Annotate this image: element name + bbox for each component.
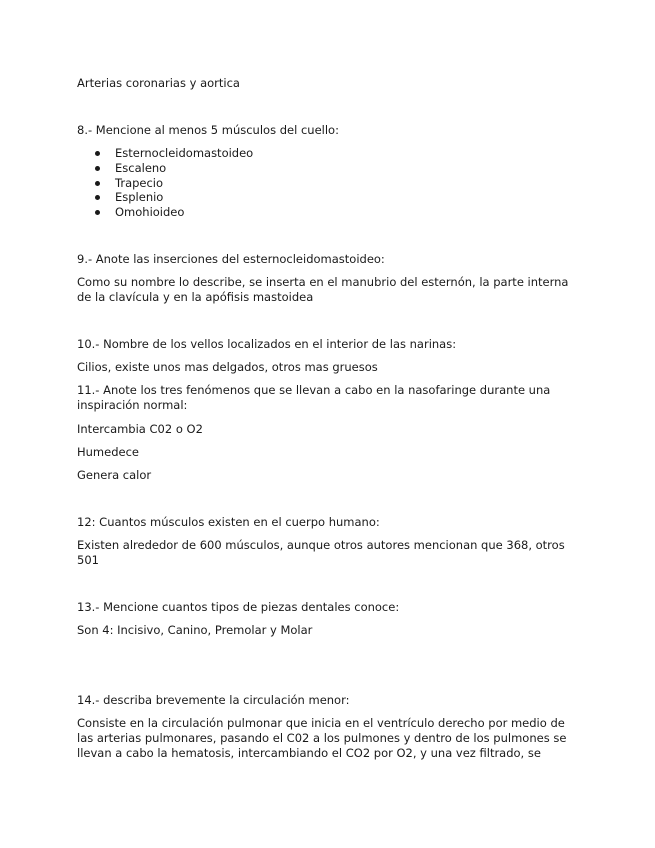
answer-9: Como su nombre lo describe, se inserta en el manubrio del esternón, la parte interna de la clavícula y en la apófisis mastoidea xyxy=(77,275,569,304)
answer-12: Existen alrededor de 600 músculos, aunque otros autores mencionan que 368, otros 501 xyxy=(77,538,565,567)
question-10: 10.- Nombre de los vellos localizados en el interior de las narinas: xyxy=(77,337,457,351)
list-item: Trapecio xyxy=(77,176,253,191)
answer-11-2: Humedece xyxy=(77,445,139,459)
list-item: Esternocleidomastoideo xyxy=(77,146,253,161)
neck-muscles-list xyxy=(77,146,253,220)
question-12: 12: Cuantos músculos existen en el cuerpo humano: xyxy=(77,515,380,529)
answer-10: Cilios, existe unos mas delgados, otros mas gruesos xyxy=(77,360,378,374)
document-title: Arterias coronarias y aortica xyxy=(77,76,240,90)
question-13: 13.- Mencione cuantos tipos de piezas dentales conoce: xyxy=(77,600,400,614)
answer-11-1: Intercambia C02 o O2 xyxy=(77,422,203,436)
question-14: 14.- describa brevemente la circulación menor: xyxy=(77,693,350,707)
answer-11-3: Genera calor xyxy=(77,468,152,482)
list-item: Escaleno xyxy=(77,161,253,176)
list-item: Esplenio xyxy=(77,190,253,205)
answer-13: Son 4: Incisivo, Canino, Premolar y Molar xyxy=(77,623,313,637)
question-11: 11.- Anote los tres fenómenos que se llevan a cabo en la nasofaringe durante una inspiración normal: xyxy=(77,383,551,412)
answer-14: Consiste en la circulación pulmonar que inicia en el ventrículo derecho por medio de las arterias pulmonares, pasando el C02 a los pulmones y dentro de los pulmones se llevan a cabo la hematosis, intercambiando el CO2 por O2, y una vez filtrado, se xyxy=(77,716,567,760)
question-8: 8.- Mencione al menos 5 músculos del cuello: xyxy=(77,123,339,137)
question-9: 9.- Anote las inserciones del esternocleidomastoideo: xyxy=(77,252,385,266)
list-item: Omohioideo xyxy=(77,205,253,220)
